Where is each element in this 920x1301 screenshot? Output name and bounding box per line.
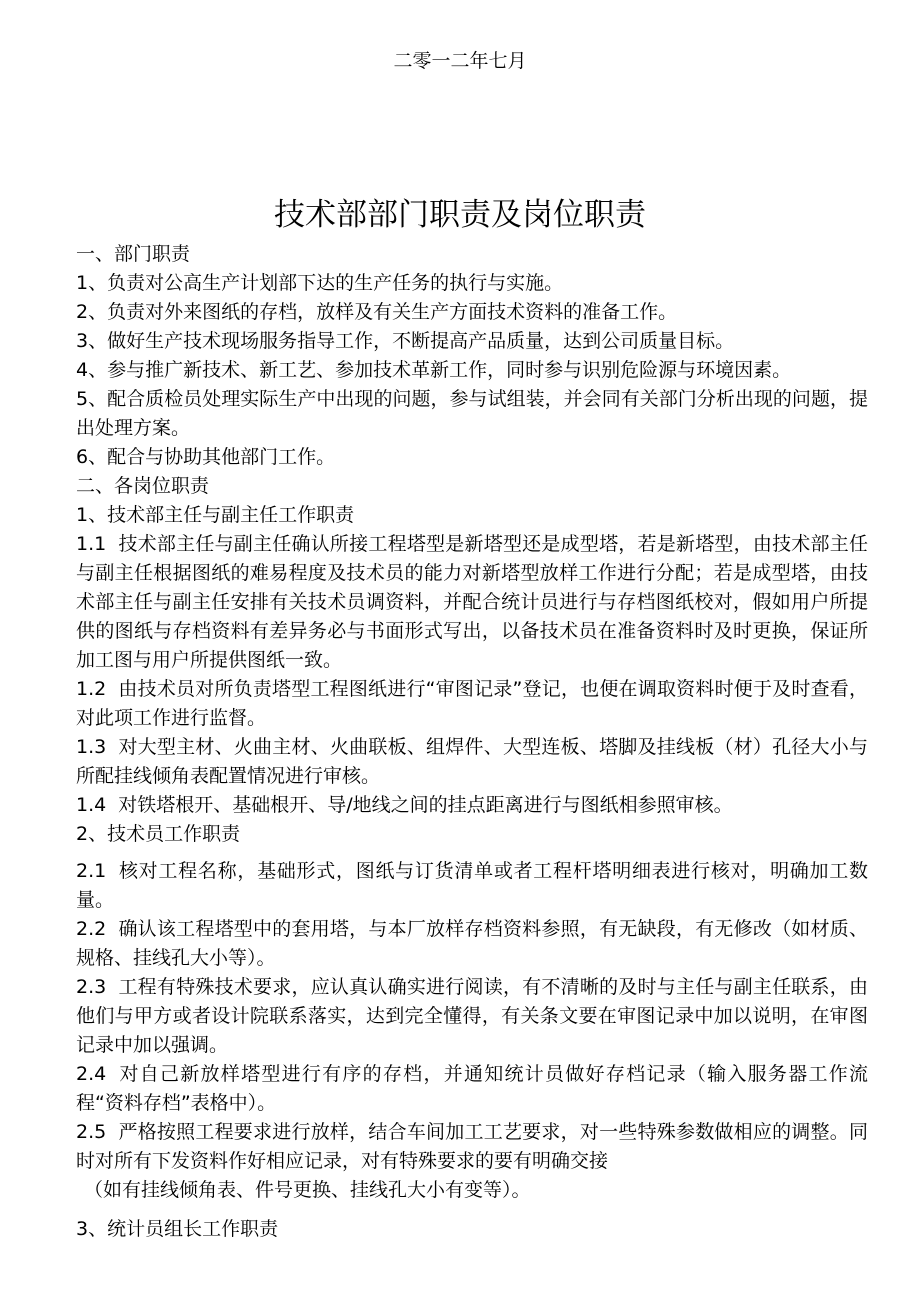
section-heading-department-duties: 一、部门职责 — [76, 243, 191, 265]
department-duty-6: 6、配合与协助其他部门工作。 — [76, 446, 336, 468]
subsection-heading-technician: 2、技术员工作职责 — [76, 823, 241, 845]
technician-duty-2-5-continuation: （如有挂线倾角表、件号更换、挂线孔大小有变等）。 — [84, 1179, 531, 1201]
director-duty-1-2 — [76, 675, 868, 733]
department-duty-2: 2、负责对外来图纸的存档，放样及有关生产方面技术资料的准备工作。 — [76, 301, 678, 323]
clause-text: 由技术员对所负责塔型工程图纸进行“审图记录”登记，也便在调取资料时便于及时查看，对此项工作进行监督。 — [76, 678, 868, 729]
clause-text: 核对工程名称，基础形式，图纸与订货清单或者工程杆塔明细表进行核对，明确加工数量。 — [76, 860, 868, 911]
director-duty-1-3 — [76, 733, 868, 791]
technician-duty-2-5 — [76, 1118, 868, 1176]
clause-text: 严格按照工程要求进行放样，结合车间加工工艺要求，对一些特殊参数做相应的调整。同时对所有下发资料作好相应记录，对有特殊要求的要有明确交接 — [76, 1121, 868, 1172]
clause-number: 1.2 — [76, 678, 107, 700]
section-heading-post-duties: 二、各岗位职责 — [76, 475, 210, 497]
clause-number: 1.4 — [76, 794, 107, 816]
technician-duty-2-2 — [76, 915, 868, 973]
director-duty-1-1 — [76, 530, 868, 675]
director-duty-1-4 — [76, 791, 868, 820]
clause-text: 对铁塔根开、基础根开、导/地线之间的挂点距离进行与图纸相参照审核。 — [118, 794, 733, 816]
clause-text: 对大型主材、火曲主材、火曲联板、组焊件、大型连板、塔脚及挂线板（材）孔径大小与所配挂线倾角表配置情况进行审核。 — [76, 736, 868, 787]
clause-number: 2.3 — [76, 976, 107, 998]
clause-number: 1.1 — [76, 533, 107, 555]
clause-number: 2.1 — [76, 860, 107, 882]
clause-number: 2.4 — [76, 1063, 107, 1085]
technician-duty-2-1 — [76, 857, 868, 915]
clause-number: 2.5 — [76, 1121, 107, 1143]
department-duty-5: 5、配合质检员处理实际生产中出现的问题，参与试组装，并会同有关部门分析出现的问题，提出处理方案。 — [76, 388, 868, 439]
document-title: 技术部部门职责及岗位职责 — [274, 197, 646, 233]
subsection-heading-statistician-leader: 3、统计员组长工作职责 — [76, 1218, 279, 1240]
document-body — [76, 240, 868, 1244]
document-date: 二零一二年七月 — [393, 50, 527, 72]
department-duty-3: 3、做好生产技术现场服务指导工作，不断提高产品质量，达到公司质量目标。 — [76, 330, 735, 352]
clause-text: 对自己新放样塔型进行有序的存档，并通知统计员做好存档记录（输入服务器工作流程“资料存档”表格中）。 — [76, 1063, 868, 1114]
technician-duty-2-4 — [76, 1060, 868, 1118]
clause-text: 技术部主任与副主任确认所接工程塔型是新塔型还是成型塔，若是新塔型，由技术部主任与副主任根据图纸的难易程度及技术员的能力对新塔型放样工作进行分配；若是成型塔，由技术部主任与副主任安排有关技术员调资料，并配合统计员进行与存档图纸校对，假如用户所提供的图纸与存档资料有差异务必与书面形式写出，以备技术员在准备资料时及时更换，保证所加工图与用户所提供图纸一致。 — [76, 533, 868, 671]
clause-number: 1.3 — [76, 736, 107, 758]
technician-duty-2-3 — [76, 973, 868, 1060]
clause-number: 2.2 — [76, 918, 107, 940]
clause-text: 工程有特殊技术要求，应认真认确实进行阅读，有不清晰的及时与主任与副主任联系，由他们与甲方或者设计院联系落实，达到完全懂得，有关条文要在审图记录中加以说明，在审图记录中加以强调。 — [76, 976, 868, 1056]
clause-text: 确认该工程塔型中的套用塔，与本厂放样存档资料参照，有无缺段，有无修改（如材质、规格、挂线孔大小等）。 — [76, 918, 868, 969]
department-duty-4: 4、参与推广新技术、新工艺、参加技术革新工作，同时参与识别危险源与环境因素。 — [76, 359, 792, 381]
subsection-heading-director: 1、技术部主任与副主任工作职责 — [76, 504, 355, 526]
department-duty-1: 1、负责对公高生产计划部下达的生产任务的执行与实施。 — [76, 272, 564, 294]
